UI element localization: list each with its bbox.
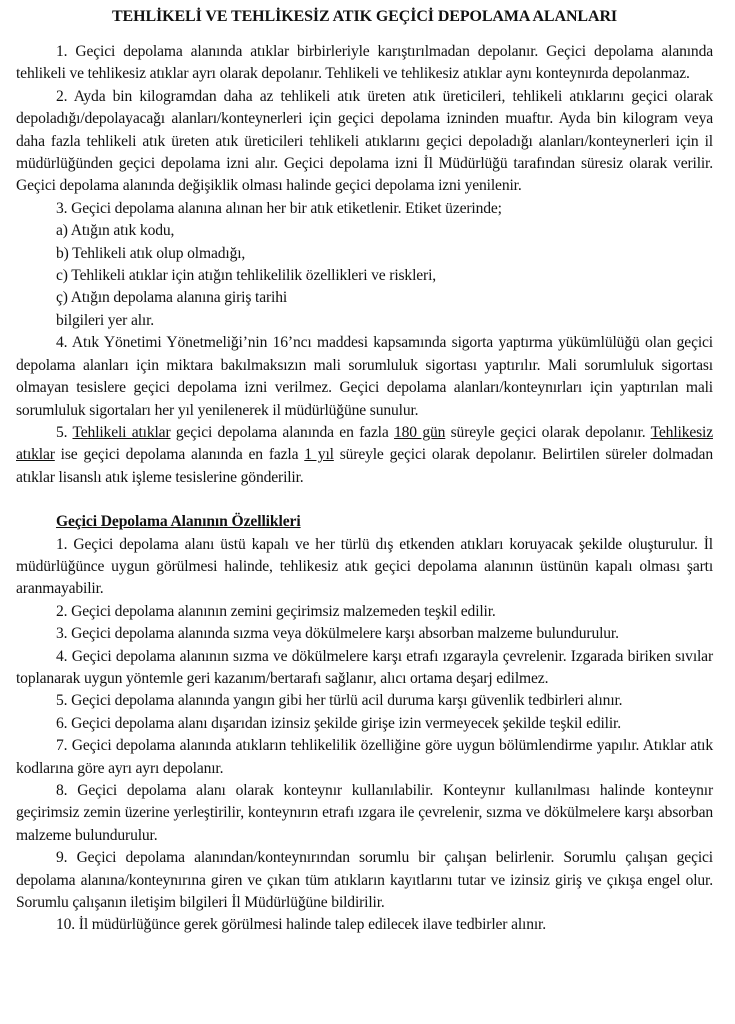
duration-1-year-underlined: 1 yıl bbox=[304, 446, 334, 464]
feature-item-3: 3. Geçici depolama alanında sızma veya dökülmelere karşı absorban malzeme bulundurulur. bbox=[56, 625, 619, 643]
spacer bbox=[16, 489, 713, 511]
hazardous-waste-underlined: Tehlikeli atıklar bbox=[72, 423, 171, 441]
feature-item-7: 7. Geçici depolama alanında atıkların tehlikelilik özelliğine göre uygun bölümlendirme yapılır. Atıklar atık kodlarına göre ayrı ayrı depolanır. bbox=[16, 737, 713, 777]
feature-item-8: 8. Geçici depolama alanı olarak konteynır kullanılabilir. Konteynır kullanılması halinde konteynır geçirimsiz zemin üzerine yerleştirilir, konteynırın etrafı ızgara ile çevrelenir, sızma ve dökülmelere karşı absorban malzeme bulundurulur. bbox=[16, 782, 713, 844]
p5-text-4: süreyle geçici olarak depolanır. Belirtilen süreler dolmadan atıklar lisanslı atık işleme tesislerine gönderilir. bbox=[16, 446, 713, 486]
feature-item-1: 1. Geçici depolama alanı üstü kapalı ve her türlü dış etkenden atıkları koruyacak şekilde oluşturulur. İl müdürlüğünce uygun görülmesi halinde, tehlikesiz atık geçici depolama alanının üstünün kapalı olması şartı aranmayabilir. bbox=[16, 535, 713, 598]
feature-item-10: 10. İl müdürlüğünce gerek görülmesi halinde talep edilecek ilave tedbirler alınır. bbox=[56, 916, 546, 934]
feature-item-5: 5. Geçici depolama alanında yangın gibi her türlü acil duruma karşı güvenlik tedbirleri alınır. bbox=[56, 692, 623, 710]
paragraph-3: 3. Geçici depolama alanına alınan her bir atık etiketlenir. Etiket üzerinde; bbox=[56, 199, 502, 217]
label-item-c-cedilla: ç) Atığın depolama alanına giriş tarihi bbox=[56, 289, 288, 307]
feature-item-4: 4. Geçici depolama alanının sızma ve dökülmelere karşı etrafı ızgarayla çevrelenir. Izgarada biriken sıvılar toplanarak uygun yöntemle geri kazanım/bertarafı sağlanır, alıcı ortama deşarj edilmez. bbox=[16, 647, 713, 687]
paragraph-5 bbox=[16, 422, 713, 489]
p5-text-2: süreyle geçici olarak depolanır. bbox=[445, 423, 651, 441]
section-heading: Geçici Depolama Alanının Özellikleri bbox=[56, 513, 301, 531]
label-item-a: a) Atığın atık kodu, bbox=[56, 222, 175, 240]
paragraph-3-tail: bilgileri yer alır. bbox=[56, 311, 155, 329]
paragraph-1: 1. Geçici depolama alanında atıklar birbirleriyle karıştırılmadan depolanır. Geçici depolama alanında tehlikeli ve tehlikesiz atıklar ayrı olarak depolanır. Tehlikeli ve tehlikesiz atıklar aynı konteynırda depolanmaz. bbox=[16, 43, 713, 83]
p5-number: 5. bbox=[56, 423, 73, 441]
label-item-c: c) Tehlikeli atıklar için atığın tehlikelilik özellikleri ve riskleri, bbox=[56, 267, 437, 285]
p5-text-1: geçici depolama alanında en fazla bbox=[170, 423, 395, 441]
feature-item-6: 6. Geçici depolama alanı dışarıdan izinsiz şekilde girişe izin vermeyecek şekilde teşkil edilir. bbox=[56, 714, 621, 732]
feature-item-2: 2. Geçici depolama alanının zemini geçirimsiz malzemeden teşkil edilir. bbox=[56, 602, 496, 620]
document-title: TEHLİKELİ VE TEHLİKESİZ ATIK GEÇİCİ DEPOLAMA ALANLARI bbox=[111, 8, 618, 25]
paragraph-2: 2. Ayda bin kilogramdan daha az tehlikeli atık üreten atık üreticileri, tehlikeli atıklarını geçici olarak depoladığı/depolayacağı alanları/konteynerleri için geçici depolama izninden muaftır. Ayda bin kilogram veya daha fazla tehlikeli atık üreten atık üreticileri tehlikeli atıklarını geçici depoladığı alanları/konteynerleri için il müdürlüğünden geçici depolama izni alır. Geçici depolama izni İl Müdürlüğü tarafından süresiz olarak verilir. Geçici depolama alanında değişiklik olması halinde geçici depolama izni yenilenir. bbox=[16, 87, 713, 195]
p5-text-3: ise geçici depolama alanında en fazla bbox=[54, 446, 305, 464]
label-item-b: b) Tehlikeli atık olup olmadığı, bbox=[56, 244, 246, 262]
feature-item-9: 9. Geçici depolama alanından/konteynırından sorumlu bir çalışan belirlenir. Sorumlu çalışan geçici depolama alanına/konteynırına giren ve çıkan tüm atıkların kayıtlarını tutar ve izinsiz giriş ve çıkışa engel olur. Sorumlu çalışanın iletişim bilgileri İl Müdürlüğüne bildirilir. bbox=[16, 849, 713, 912]
spacer bbox=[16, 30, 713, 41]
paragraph-4: 4. Atık Yönetimi Yönetmeliği’nin 16’ncı maddesi kapsamında sigorta yaptırma yükümlülüğü olan geçici depolama alanları için miktara bakılmaksızın mali sorumluluk sigortası yaptırılır. Mali sorumluluk sigortası olmayan tesislere geçici depolama izni verilmez. Geçici depolama alanları/konteynırları için yaptırılan mali sorumluluk sigortaları her yıl yenilenerek il müdürlüğüne sunulur. bbox=[16, 334, 713, 419]
non-hazardous-waste-underlined: Tehlikesiz atıklar bbox=[16, 423, 713, 464]
duration-180-days-underlined: 180 gün bbox=[394, 423, 446, 441]
document-page bbox=[16, 0, 713, 937]
